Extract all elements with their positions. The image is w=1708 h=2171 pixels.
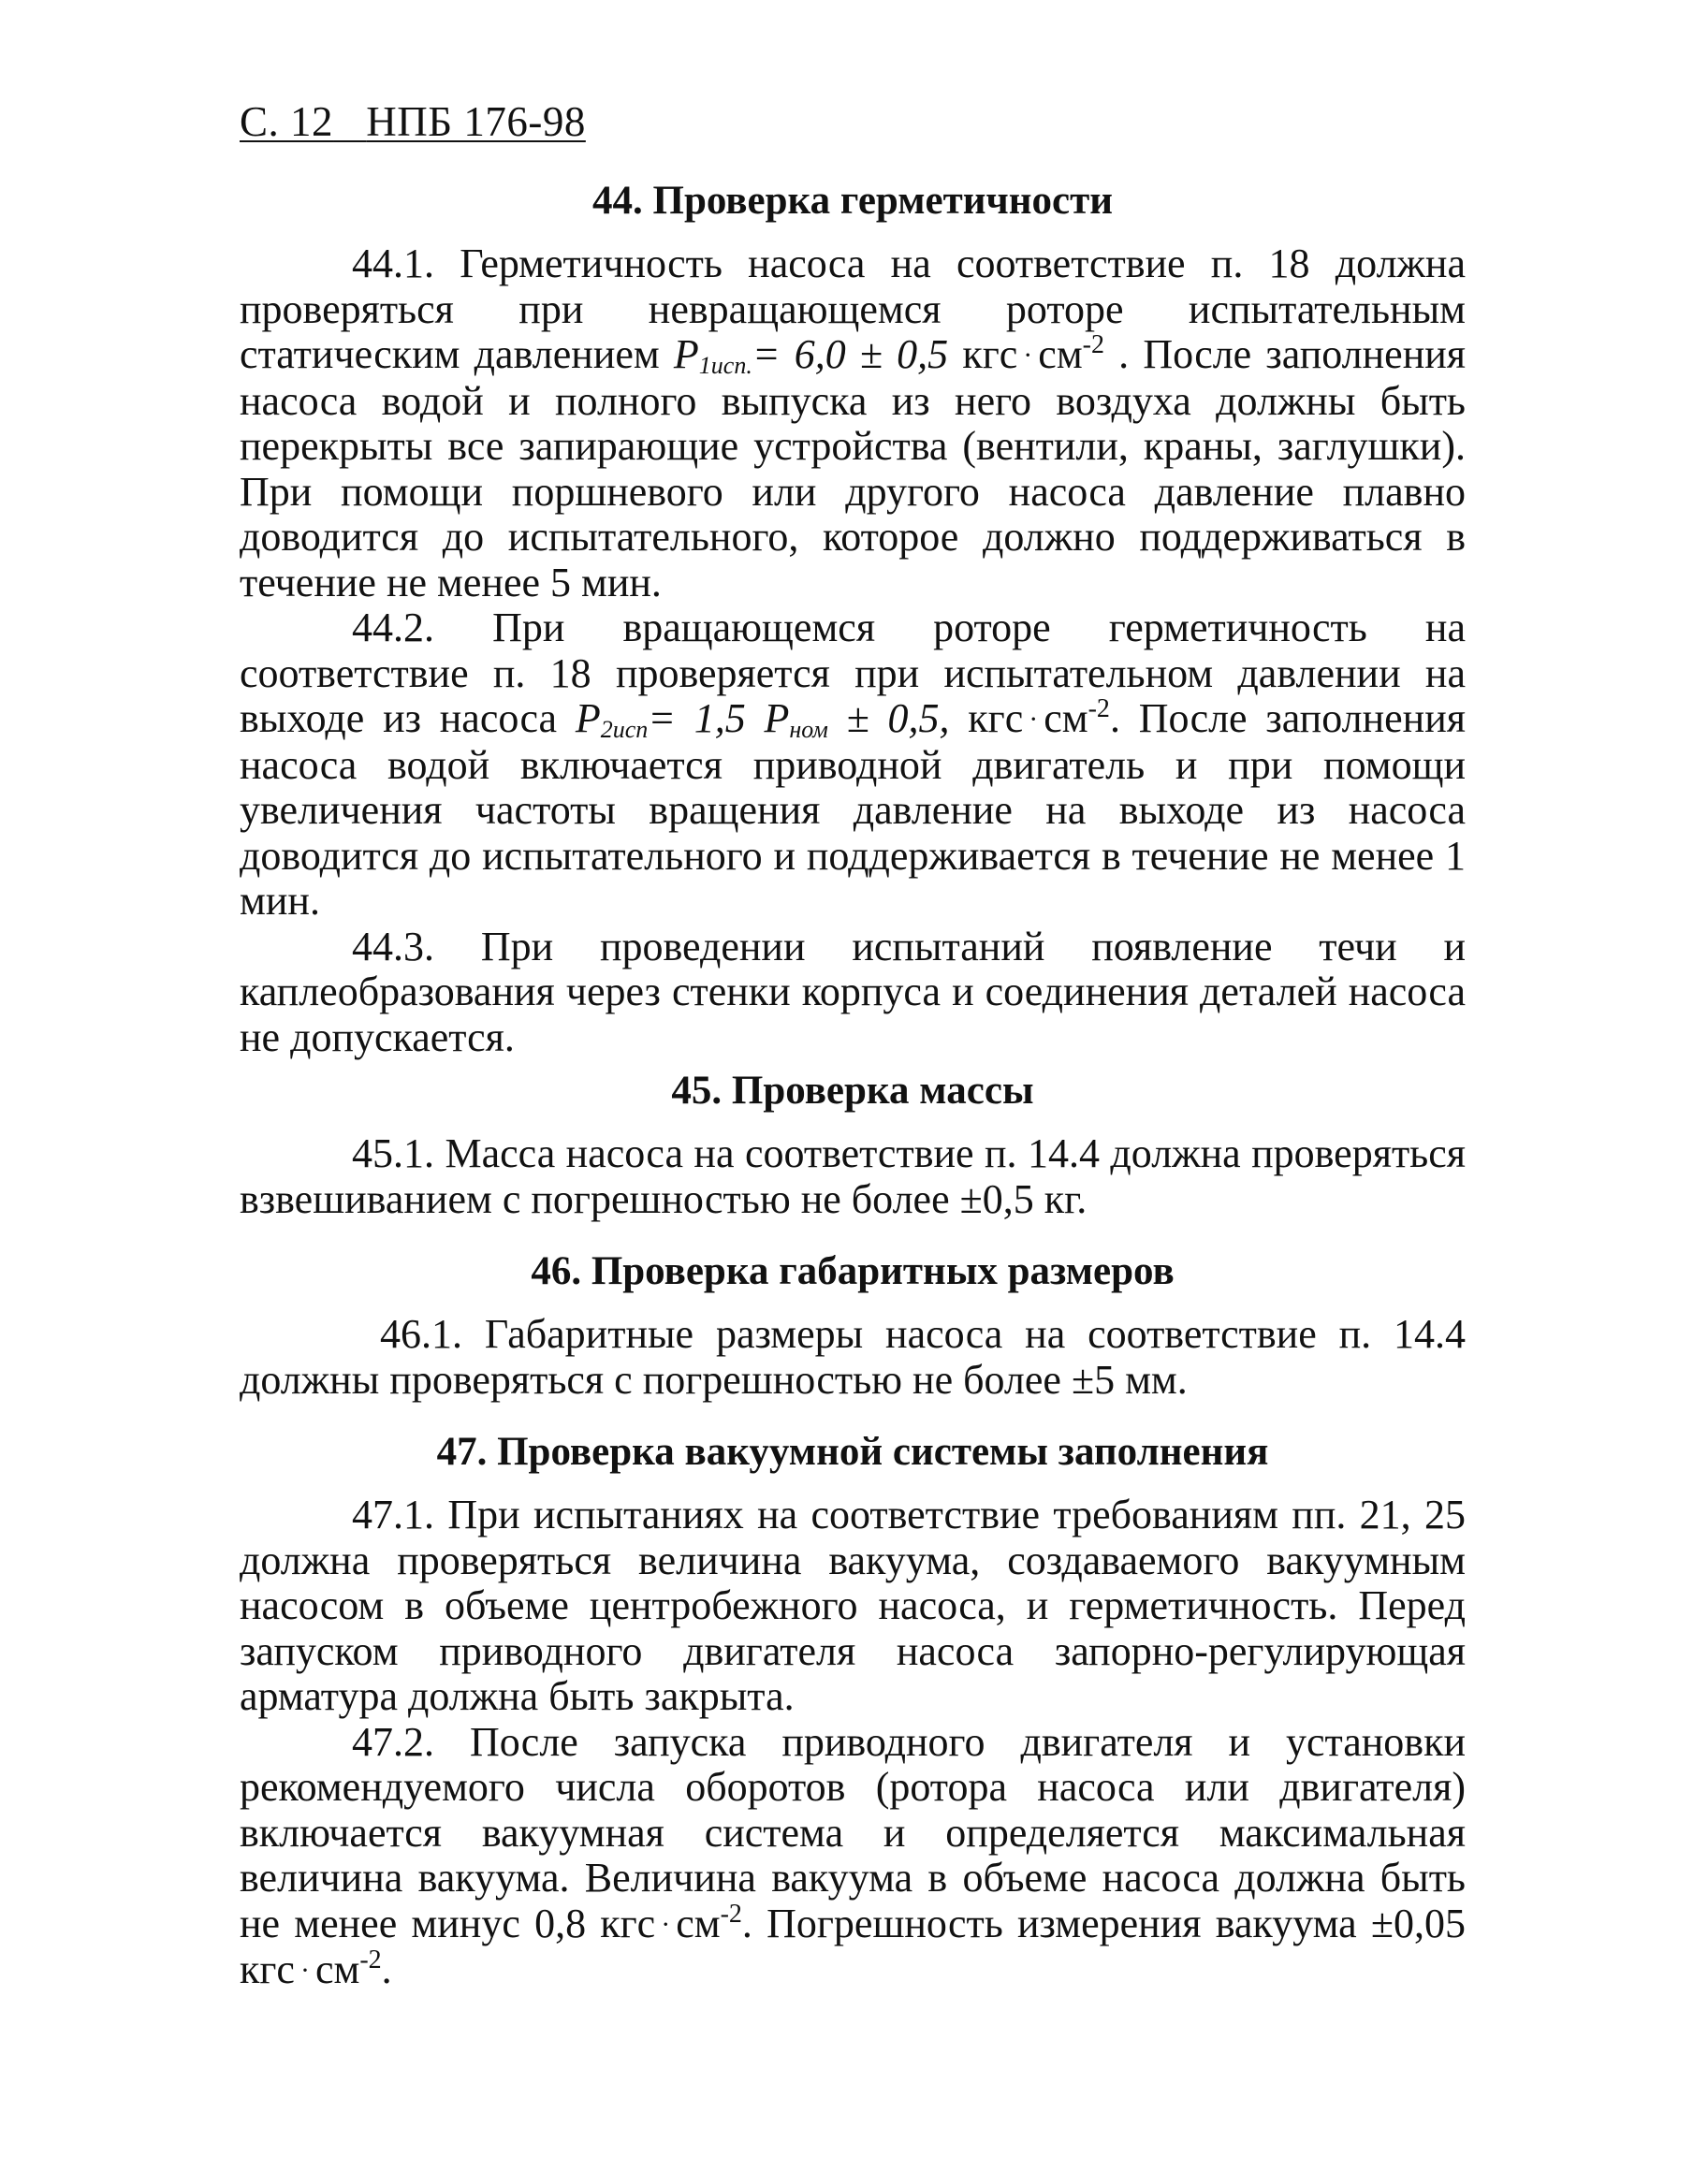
paragraph-text: Герметичность насоса на соответствие п. 18 должна проверяться при невращающемся роторе испытательным статическим давлением <box>240 240 1467 377</box>
unit-kgs: кгс <box>240 1946 295 1992</box>
paragraph-46-1 <box>240 1312 1466 1403</box>
unit-cm: см <box>1038 331 1083 377</box>
running-header <box>240 97 586 146</box>
multiplication-dot-icon: · <box>661 1908 671 1940</box>
unit-exponent: -2 <box>720 1899 742 1929</box>
paragraph-number: 44.2. <box>352 605 434 650</box>
paragraph-44-1 <box>240 241 1466 605</box>
unit-cm: см <box>676 1900 721 1946</box>
formula-subscript: ном <box>789 716 828 743</box>
formula-symbol: P <box>673 331 699 377</box>
formula-value: = 1,5 P <box>648 695 790 741</box>
formula-value: = 6,0 ± 0,5 <box>752 331 949 377</box>
formula-symbol: P <box>575 695 601 741</box>
unit-exponent: -2 <box>1082 330 1104 359</box>
paragraph-text: . После заполнения насоса водой и полного выпуска из него воздуха должны быть перекрыты все запирающие устройства (вентили, краны, заглушки). При помощи поршневого или другого насоса давление плавно доводится до испытательного, которое должно поддерживаться в течение не менее 5 мин. <box>240 331 1467 605</box>
paragraph-text: Масса насоса на соответствие п. 14.4 должна проверяться взвешиванием с погрешностью не более ±0,5 кг. <box>240 1130 1467 1222</box>
paragraph-text: При испытаниях на соответствие требованиям пп. 21, 25 должна проверяться величина вакуума, создаваемого вакуумным насосом в объеме центробежного насоса, и герметичность. Перед запуском приводного двигателя насоса запорно-регулирующая арматура должна быть закрыта. <box>240 1492 1466 1719</box>
formula-subscript: 2исп <box>600 716 649 743</box>
paragraph-number: 46.1. <box>380 1311 462 1357</box>
paragraph-text: После запуска приводного двигателя и установки рекомендуемого числа оборотов (ротора насоса или двигателя) включается вакуумная система и определяется максимальная величина вакуума. Величина вакуума в объеме насоса должна быть не менее минус 0,8 <box>240 1718 1467 1946</box>
section-heading-45: 45. Проверка массы <box>671 1069 1034 1113</box>
paragraph-text: Габаритные размеры насоса на соответствие п. 14.4 должны проверяться с погрешностью не более ±5 мм. <box>240 1311 1467 1403</box>
unit-kgs: кгс <box>600 1900 656 1946</box>
paragraph-text: При вращающемся роторе герметичность на соответствие п. 18 проверяется при испытательном давлении на выходе из насоса <box>240 605 1466 741</box>
unit-kgs: кгс <box>962 331 1018 377</box>
paragraph-text: . После заполнения насоса водой включается приводной двигатель и при помощи увеличения частоты вращения давление на выходе из насоса доводится до испытательного и поддерживается в течение не менее 1 мин. <box>240 695 1466 924</box>
multiplication-dot-icon: · <box>1029 704 1039 735</box>
paragraph-47-1 <box>240 1493 1466 1720</box>
paragraph-text: . Погрешность измерения вакуума ±0,05 <box>741 1900 1466 1946</box>
paragraph-44-2 <box>240 605 1466 925</box>
paragraph-number: 47.2. <box>352 1718 434 1765</box>
paragraph-text: . <box>381 1946 392 1992</box>
section-heading-44: 44. Проверка герметичности <box>592 179 1113 223</box>
page-number-label: С. 12 <box>240 98 334 145</box>
section-heading-46: 46. Проверка габаритных размеров <box>531 1249 1175 1293</box>
unit-kgs: кгс <box>968 695 1024 741</box>
paragraph-number: 47.1. <box>352 1492 434 1537</box>
document-code: НПБ 176-98 <box>366 98 586 145</box>
paragraph-number: 44.3. <box>352 923 434 969</box>
formula-tolerance: ± 0,5, <box>827 695 950 741</box>
formula-pressure-2 <box>576 695 950 741</box>
paragraph-45-1 <box>240 1131 1466 1222</box>
paragraph-44-3 <box>240 925 1466 1061</box>
paragraph-number: 45.1. <box>352 1130 434 1176</box>
unit-exponent: -2 <box>1088 694 1110 723</box>
paragraph-text: При проведении испытаний появление течи и каплеобразования через стенки корпуса и соединения деталей насоса не допускается. <box>240 923 1466 1060</box>
unit-cm: см <box>314 1946 360 1992</box>
paragraph-number: 44.1. <box>352 240 434 286</box>
formula-subscript: 1исп. <box>698 352 752 379</box>
unit-exponent: -2 <box>359 1945 382 1974</box>
formula-pressure-1 <box>674 331 948 377</box>
unit-cm: см <box>1044 695 1088 741</box>
document-body <box>240 176 1466 1994</box>
multiplication-dot-icon: · <box>1023 340 1033 371</box>
section-heading-47: 47. Проверка вакуумной системы заполнения <box>436 1430 1269 1474</box>
paragraph-47-2 <box>240 1720 1466 1994</box>
multiplication-dot-icon: · <box>299 1955 310 1986</box>
